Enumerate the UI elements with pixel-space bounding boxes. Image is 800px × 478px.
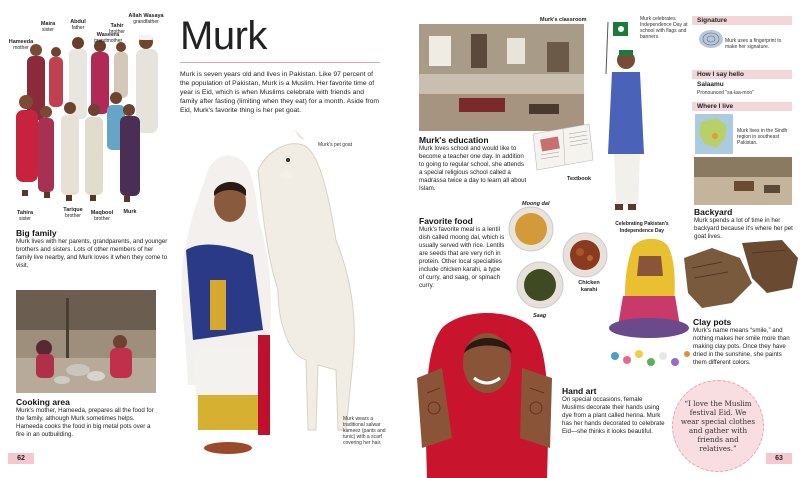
hello-word: Salaamu [697,81,724,88]
family-label-abdul: Abdul father [70,19,86,31]
family-label-murk: Murk [123,209,137,215]
classroom-caption: Murk's classroom [540,17,587,23]
independence-day-photo [600,14,650,219]
page-number-right: 63 [766,453,792,464]
family-label-maira: Maira sister [40,21,56,33]
pet-goat-caption: Murk's pet goat [318,142,353,148]
signature-heading: Signature [692,16,792,25]
backyard-heading: Backyard [694,207,733,217]
clay-pots-girl-photo [603,236,693,376]
signature-caption: Murk uses a fingerprint to make her signature. [725,38,782,50]
independence-day-caption: Celebrating Pakistan's Independence Day [615,221,669,234]
favorite-food-text: Murk's favorite meal is a lentil dish called moong dal, which is usually served with rice. Lentils are seeds that are very rich in protein. Other local specialties include chicken karahi, a type of curry, and saag, or spinach curry. [419,226,505,289]
cooking-area-photo [16,290,156,393]
family-label-hameeda: Hameeda mother [8,39,34,51]
backyard-text: Murk spends a lot of time in her backyard because it's where her pet goat lives. [694,217,793,240]
kameez-caption: Murk wears a traditional salwar kameez (pants and tunic) with a scarf covering her hair. [343,416,386,446]
backyard-photo [694,157,792,205]
family-label-tahir: Tahir brother [109,23,125,35]
quote-text: “I love the Muslim festival Eid. We wear special clothes and gather with friends and relatives.” [680,399,756,453]
henna-hands-photo [412,308,562,478]
family-label-tarique: Tarique brother [63,207,83,219]
moong-dal-label: Moong dal [522,201,550,207]
where-i-live-heading: Where I live [692,102,792,111]
education-text: Murk loves school and would like to become a teacher one day. In addition to going to regular school, she attends a special religious school called a madrassa twice a day to learn all about Islam. [419,145,527,192]
clay-pots-text: Murk's name means “smile,” and nothing makes her smile more than making clay pots. Once they have dried in the sunshine, she paints them different colors. [693,327,790,366]
title-rule [180,62,380,63]
where-i-live-caption: Murk lives in the Sindh region in southeast Pakistan. [737,128,788,146]
family-label-tahira: Tahira sister [16,210,34,222]
quote-circle [672,380,764,472]
favorite-food-heading: Favorite food [419,216,473,226]
cooking-area-heading: Cooking area [16,397,70,407]
clay-pots-heading: Clay pots [693,317,732,327]
hand-art-text: On special occasions, female Muslims decorate their hands using dye from a plant called henna. Murk has her hands decorated to celebrate Eid—she thinks it looks beautiful. [562,396,665,435]
textbook-photo [529,122,595,172]
chicken-karahi-label: Chicken karahi [578,280,600,293]
family-photo [8,30,168,210]
hello-pronunciation: Pronounced "sa-laa-moo" [697,90,754,96]
page-title: Murk [180,14,267,58]
family-label-maqbool: Maqbool brother [90,210,114,222]
clay-hands-photo [682,238,800,316]
big-family-heading: Big family [16,228,57,238]
moong-dal-bowl [507,205,555,253]
education-heading: Murk's education [419,135,489,145]
family-label-waseera: Waseera grandmother [93,32,123,44]
page-number-left: 62 [8,453,34,464]
family-label-allah-wasaya: Allah Wasaya grandfather [128,13,164,25]
saag-bowl [515,260,565,310]
hand-art-heading: Hand art [562,386,597,396]
fingerprint-image [697,28,725,50]
intro-text: Murk is seven years old and lives in Pakistan. Like 97 percent of the population of Pakistan, Murk is a Muslim. Her favorite time of year is Eid, which is when Muslims celebrate with friends and family after fasting (limiting when they eat) for a month. Aside from Eid, Murk's favorite thing is her pet goat. [180,71,380,114]
pakistan-map [695,114,733,154]
independence-school-caption: Murk celebrates Independence Day at school with flags and banners. [640,16,688,40]
how-i-say-hello-heading: How I say hello [692,70,792,79]
saag-label: Saag [533,313,547,319]
big-family-text: Murk lives with her parents, grandparents, and younger brothers and sisters. Lots of other members of her family live nearby, and Murk loves it when they come to visit. [16,238,168,269]
classroom-photo [419,24,584,131]
cooking-area-text: Murk's mother, Hameeda, prepares all the food for the family, although Murk sometimes helps. Hameeda cooks the food in big metal pots over a fire in an outbuilding. [16,407,154,438]
textbook-caption: Textbook [567,176,592,182]
